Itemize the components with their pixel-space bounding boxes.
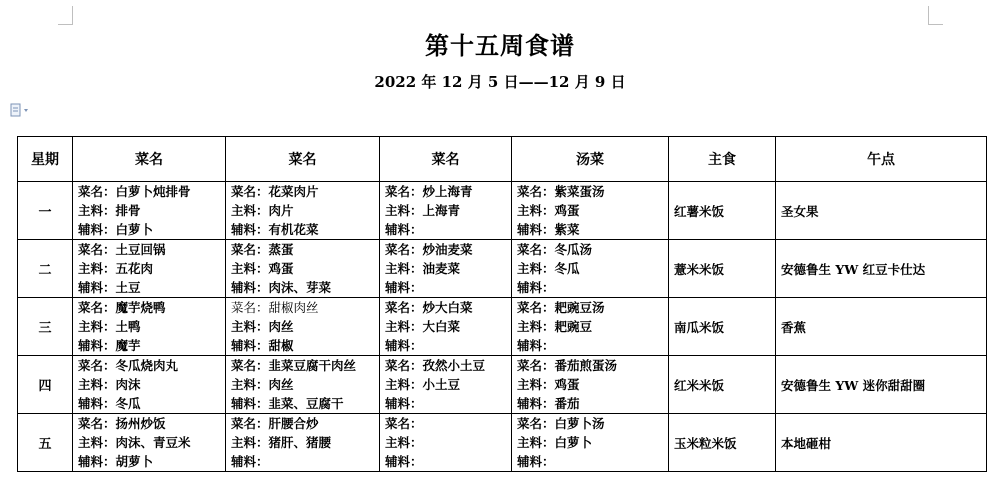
dish-name: 菜名：蒸蛋 [231, 242, 294, 257]
dish-3-cell [380, 356, 512, 414]
soup-cell [512, 356, 669, 414]
header-snack: 午点 [776, 137, 987, 182]
header-soup: 汤菜 [512, 137, 669, 182]
main-ingredient: 主料：肉丝 [231, 377, 294, 392]
side-ingredient: 辅料： [385, 222, 423, 237]
page-corner-mark-right [928, 6, 943, 25]
header-dish-3: 菜名 [380, 137, 512, 182]
dish-name: 菜名：炒大白菜 [385, 300, 473, 315]
dish-1-cell [73, 182, 226, 240]
paste-options-icon[interactable] [10, 103, 32, 117]
dish-name: 菜名：番茄煎蛋汤 [517, 358, 618, 373]
dish-name: 菜名：扬州炒饭 [78, 416, 166, 431]
soup-cell [512, 182, 669, 240]
weekday-cell: 一 [18, 182, 73, 240]
weekly-menu-table [17, 136, 987, 472]
date-range: 2022 年 12 月 5 日——12 月 9 日 [374, 73, 626, 91]
dish-name: 菜名：炒油麦菜 [385, 242, 473, 257]
staple-cell: 薏米米饭 [669, 240, 776, 298]
side-ingredient: 辅料： [517, 454, 555, 469]
side-ingredient: 辅料：甜椒 [231, 338, 294, 353]
dish-1-cell [73, 356, 226, 414]
main-ingredient: 主料：猪肝、猪腰 [231, 435, 332, 450]
dish-name: 菜名：肝腰合炒 [231, 416, 319, 431]
side-ingredient: 辅料：有机花菜 [231, 222, 319, 237]
dish-name: 菜名：白萝卜炖排骨 [78, 184, 191, 199]
table-row [18, 182, 987, 240]
side-ingredient: 辅料：白萝卜 [78, 222, 154, 237]
dish-2-cell [226, 182, 380, 240]
dish-name: 菜名：冬瓜烧肉丸 [78, 358, 179, 373]
staple-cell: 南瓜米饭 [669, 298, 776, 356]
main-ingredient: 主料：鸡蛋 [231, 261, 294, 276]
soup-cell [512, 240, 669, 298]
snack-cell: 香蕉 [776, 298, 987, 356]
side-ingredient: 辅料： [385, 454, 423, 469]
main-ingredient: 主料：耙豌豆 [517, 319, 593, 334]
dish-name: 菜名：孜然小土豆 [385, 358, 486, 373]
dish-1-cell [73, 298, 226, 356]
snack-cell: 圣女果 [776, 182, 987, 240]
dish-name: 菜名：炒上海青 [385, 184, 473, 199]
main-ingredient: 主料：上海青 [385, 203, 461, 218]
table-row [18, 414, 987, 472]
dish-2-cell [226, 414, 380, 472]
side-ingredient: 辅料： [517, 338, 555, 353]
dish-name: 菜名：魔芋烧鸭 [78, 300, 166, 315]
dish-2-cell [226, 298, 380, 356]
weekday-cell: 三 [18, 298, 73, 356]
page-corner-mark-left [58, 6, 73, 25]
dish-3-cell [380, 240, 512, 298]
page-title: 第十五周食谱 [425, 31, 575, 60]
side-ingredient: 辅料： [231, 454, 269, 469]
side-ingredient: 辅料： [385, 280, 423, 295]
main-ingredient: 主料：白萝卜 [517, 435, 593, 450]
dish-name: 菜名：甜椒肉丝 [231, 300, 319, 315]
snack-cell: 本地砸柑 [776, 414, 987, 472]
dish-name: 菜名：土豆回锅 [78, 242, 166, 257]
main-ingredient: 主料：肉丝 [231, 319, 294, 334]
soup-cell [512, 414, 669, 472]
weekday-cell: 二 [18, 240, 73, 298]
side-ingredient: 辅料： [517, 280, 555, 295]
main-ingredient: 主料：肉片 [231, 203, 294, 218]
side-ingredient: 辅料：肉沫、芽菜 [231, 280, 332, 295]
dish-3-cell [380, 298, 512, 356]
staple-cell: 红薯米饭 [669, 182, 776, 240]
header-staple: 主食 [669, 137, 776, 182]
snack-cell: 安德鲁生 YW 红豆卡仕达 [776, 240, 987, 298]
side-ingredient: 辅料：胡萝卜 [78, 454, 154, 469]
dish-2-cell [226, 356, 380, 414]
header-weekday: 星期 [18, 137, 73, 182]
header-dish-1: 菜名 [73, 137, 226, 182]
main-ingredient: 主料：冬瓜 [517, 261, 580, 276]
side-ingredient: 辅料：冬瓜 [78, 396, 141, 411]
main-ingredient: 主料：五花肉 [78, 261, 154, 276]
dish-name: 菜名： [385, 416, 423, 431]
side-ingredient: 辅料： [385, 338, 423, 353]
soup-cell [512, 298, 669, 356]
main-ingredient: 主料：油麦菜 [385, 261, 461, 276]
dish-name: 菜名：冬瓜汤 [517, 242, 593, 257]
header-dish-2: 菜名 [226, 137, 380, 182]
dish-2-cell [226, 240, 380, 298]
staple-cell: 玉米粒米饭 [669, 414, 776, 472]
main-ingredient: 主料：肉沫、青豆米 [78, 435, 191, 450]
staple-cell: 红米米饭 [669, 356, 776, 414]
dish-1-cell [73, 240, 226, 298]
main-ingredient: 主料： [385, 435, 423, 450]
table-header-row [18, 137, 987, 182]
dish-name: 菜名：花菜肉片 [231, 184, 319, 199]
dish-3-cell [380, 182, 512, 240]
side-ingredient: 辅料： [385, 396, 423, 411]
main-ingredient: 主料：鸡蛋 [517, 203, 580, 218]
main-ingredient: 主料：肉沫 [78, 377, 141, 392]
dish-1-cell [73, 414, 226, 472]
side-ingredient: 辅料：紫菜 [517, 222, 580, 237]
weekday-cell: 四 [18, 356, 73, 414]
dish-name: 菜名：白萝卜汤 [517, 416, 605, 431]
dish-name: 菜名：紫菜蛋汤 [517, 184, 605, 199]
snack-cell: 安德鲁生 YW 迷你甜甜圈 [776, 356, 987, 414]
main-ingredient: 主料：鸡蛋 [517, 377, 580, 392]
main-ingredient: 主料：小土豆 [385, 377, 461, 392]
dish-3-cell [380, 414, 512, 472]
main-ingredient: 主料：土鸭 [78, 319, 141, 334]
dish-name: 菜名：耙豌豆汤 [517, 300, 605, 315]
table-row [18, 356, 987, 414]
side-ingredient: 辅料：韭菜、豆腐干 [231, 396, 344, 411]
side-ingredient: 辅料：土豆 [78, 280, 141, 295]
table-row [18, 298, 987, 356]
main-ingredient: 主料：排骨 [78, 203, 141, 218]
side-ingredient: 辅料：魔芋 [78, 338, 141, 353]
side-ingredient: 辅料：番茄 [517, 396, 580, 411]
dish-name: 菜名：韭菜豆腐干肉丝 [231, 358, 357, 373]
table-row [18, 240, 987, 298]
main-ingredient: 主料：大白菜 [385, 319, 461, 334]
weekday-cell: 五 [18, 414, 73, 472]
